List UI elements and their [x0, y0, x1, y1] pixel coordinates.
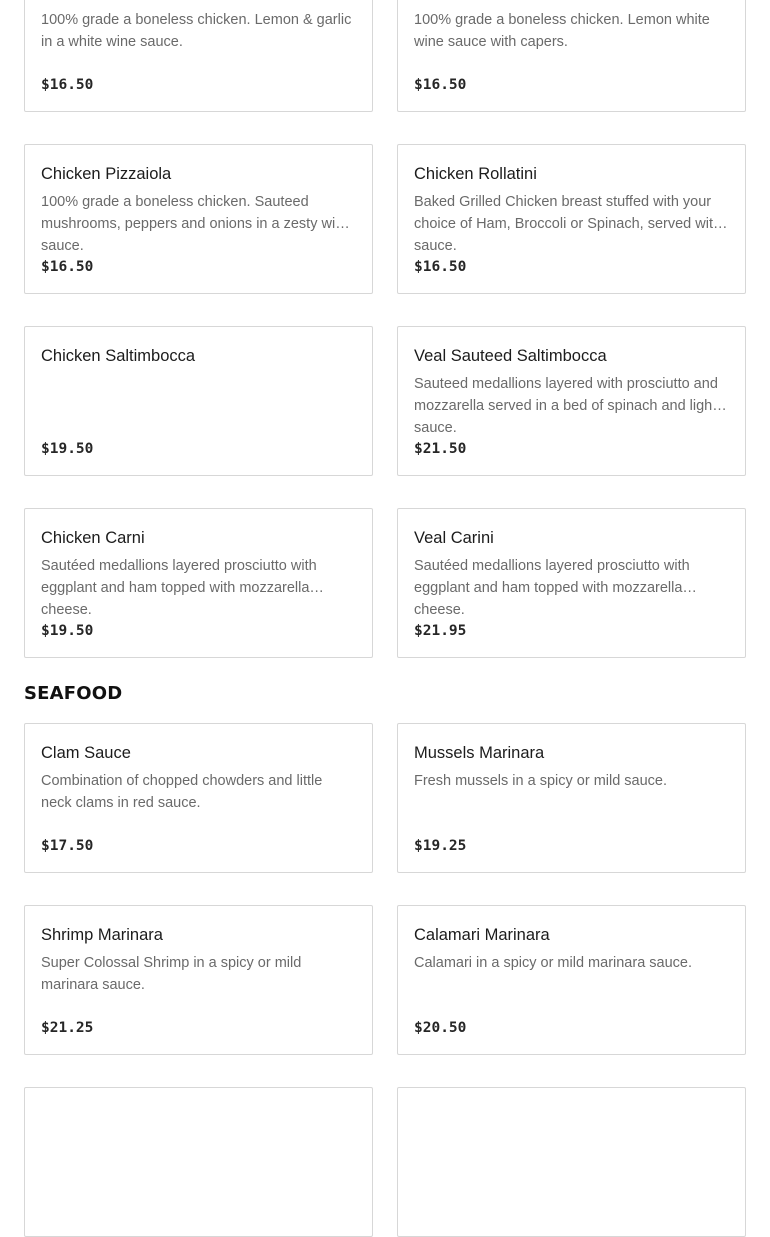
item-description: [41, 373, 356, 417]
item-title: Shrimp Marinara: [41, 926, 163, 944]
menu-item-card[interactable]: [397, 0, 746, 112]
item-description: Baked Grilled Chicken breast stuffed with your choice of Ham, Broccoli or Spinach, served with sauce.: [414, 194, 722, 254]
menu-item-card[interactable]: [397, 723, 746, 873]
item-description: [414, 1114, 729, 1158]
item-price: $19.25: [414, 838, 467, 854]
item-title: Chicken Pizzaiola: [41, 165, 172, 183]
item-price: $20.50: [414, 1020, 467, 1036]
item-description: Calamari in a spicy or mild marinara sauce.: [414, 955, 693, 971]
menu-item-card[interactable]: [24, 0, 373, 112]
item-title: [414, 0, 729, 2]
item-price: $16.50: [41, 259, 94, 275]
item-description: Sautéed medallions layered prosciutto with eggplant and ham topped with mozzarella cheese.: [414, 558, 690, 618]
menu-item-card[interactable]: [397, 905, 746, 1055]
item-title: Calamari Marinara: [414, 926, 550, 944]
item-title: Chicken Rollatini: [414, 165, 537, 183]
item-description: Fresh mussels in a spicy or mild sauce.: [414, 773, 668, 789]
item-price: $21.95: [414, 623, 467, 639]
item-description: 100% grade a boneless chicken. Lemon white wine sauce with capers.: [414, 12, 710, 50]
item-price: $16.50: [414, 259, 467, 275]
menu-item-card[interactable]: [24, 144, 373, 294]
item-title: [41, 0, 356, 2]
menu-item-card[interactable]: [397, 144, 746, 294]
item-price: $21.50: [414, 441, 467, 457]
item-price: $21.25: [41, 1020, 94, 1036]
menu-item-card[interactable]: [397, 1087, 746, 1237]
item-description: Sautéed medallions layered prosciutto with eggplant and ham topped with mozzarella cheese.: [41, 558, 317, 618]
item-title: Veal Sauteed Saltimbocca: [414, 347, 607, 365]
menu-item-card[interactable]: [24, 723, 373, 873]
item-title: Veal Carini: [414, 529, 494, 547]
menu-item-card[interactable]: [24, 508, 373, 658]
section-heading-seafood: SEAFOOD: [24, 683, 123, 704]
item-title: Chicken Carni: [41, 529, 145, 547]
item-description: Sauteed medallions layered with prosciutto and mozzarella served in a bed of spinach and light sauce.: [414, 376, 718, 436]
seafood-grid: [0, 723, 770, 1237]
item-description: [41, 1114, 356, 1158]
item-description: 100% grade a boneless chicken. Sauteed mushrooms, peppers and onions in a zesty wine sauce.: [41, 194, 352, 254]
item-price: $16.50: [414, 77, 467, 93]
item-price: $17.50: [41, 838, 94, 854]
item-description: 100% grade a boneless chicken. Lemon & garlic in a white wine sauce.: [41, 12, 352, 50]
item-price: $19.50: [41, 441, 94, 457]
item-title: Clam Sauce: [41, 744, 131, 762]
item-description: Super Colossal Shrimp in a spicy or mild marinara sauce.: [41, 955, 302, 993]
item-title: Mussels Marinara: [414, 744, 545, 762]
item-price: $16.50: [41, 77, 94, 93]
menu-item-card[interactable]: [397, 508, 746, 658]
menu-item-card[interactable]: [397, 326, 746, 476]
item-price: $19.50: [41, 623, 94, 639]
menu-item-card[interactable]: [24, 326, 373, 476]
menu-item-card[interactable]: [24, 1087, 373, 1237]
item-description: Combination of chopped chowders and little neck clams in red sauce.: [41, 773, 323, 811]
item-title: Chicken Saltimbocca: [41, 347, 196, 365]
menu-item-card[interactable]: [24, 905, 373, 1055]
